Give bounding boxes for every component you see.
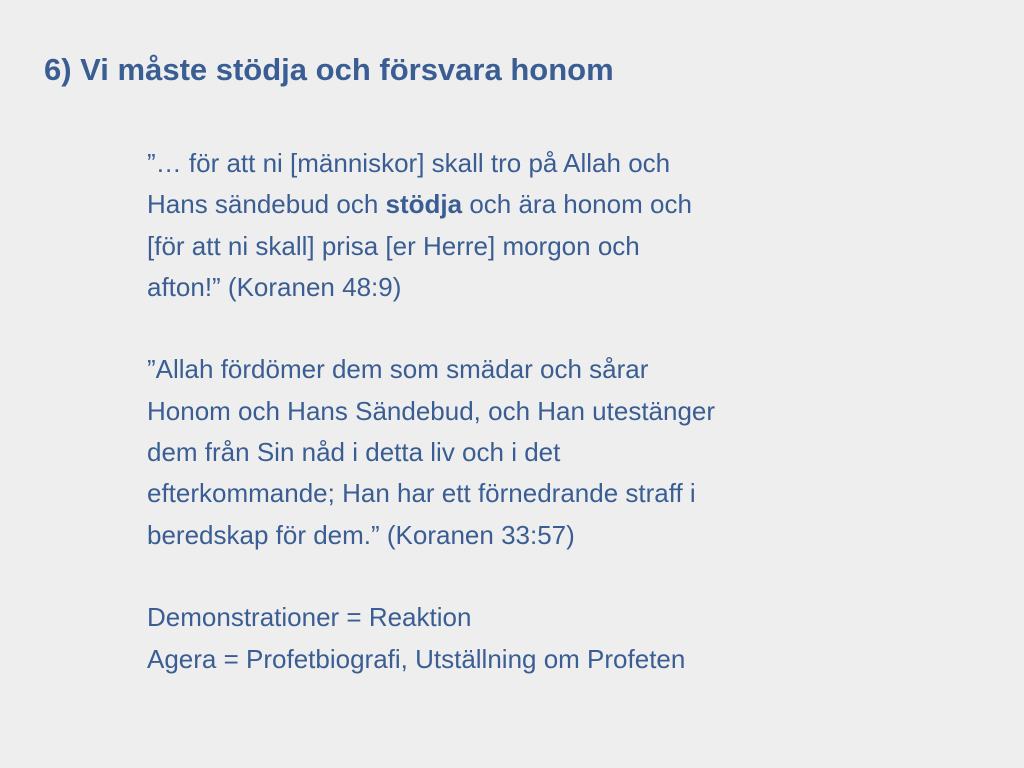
slide-body [147, 143, 847, 680]
quote1-line: afton!” (Koranen 48:9) [147, 271, 402, 302]
quote2-line: beredskap för dem.” (Koranen 33:57) [147, 519, 575, 550]
quote2-line: Honom och Hans Sändebud, och Han utestänger [147, 395, 716, 426]
quote2-line: ”Allah fördömer dem som smädar och sårar [147, 354, 649, 385]
quote2-line: efterkommande; Han har ett förnedrande straff i [147, 478, 696, 509]
quote1-line: [för att ni skall] prisa [er Herre] morgon och [147, 230, 640, 261]
paragraph-spacer [147, 556, 847, 597]
quote-koranen-33-57 [147, 349, 847, 555]
quote2-line: dem från Sin nåd i detta liv och i det [147, 437, 561, 468]
slide-title: 6) Vi måste stödja och försvara honom [44, 52, 614, 87]
quote1-line [147, 184, 847, 225]
quote1-text: och ära honom och [462, 189, 692, 220]
quote-koranen-48-9 [147, 143, 847, 308]
quote1-line: ”… för att ni [människor] skall tro på Allah och [147, 148, 671, 178]
paragraph-spacer [147, 308, 847, 349]
notes [147, 597, 847, 680]
note-demonstrationer: Demonstrationer = Reaktion [147, 602, 472, 633]
emphasized-word: stödja [385, 189, 463, 220]
quote1-text: Hans sändebud och [147, 189, 386, 220]
note-agera: Agera = Profetbiografi, Utställning om Profeten [147, 643, 686, 674]
